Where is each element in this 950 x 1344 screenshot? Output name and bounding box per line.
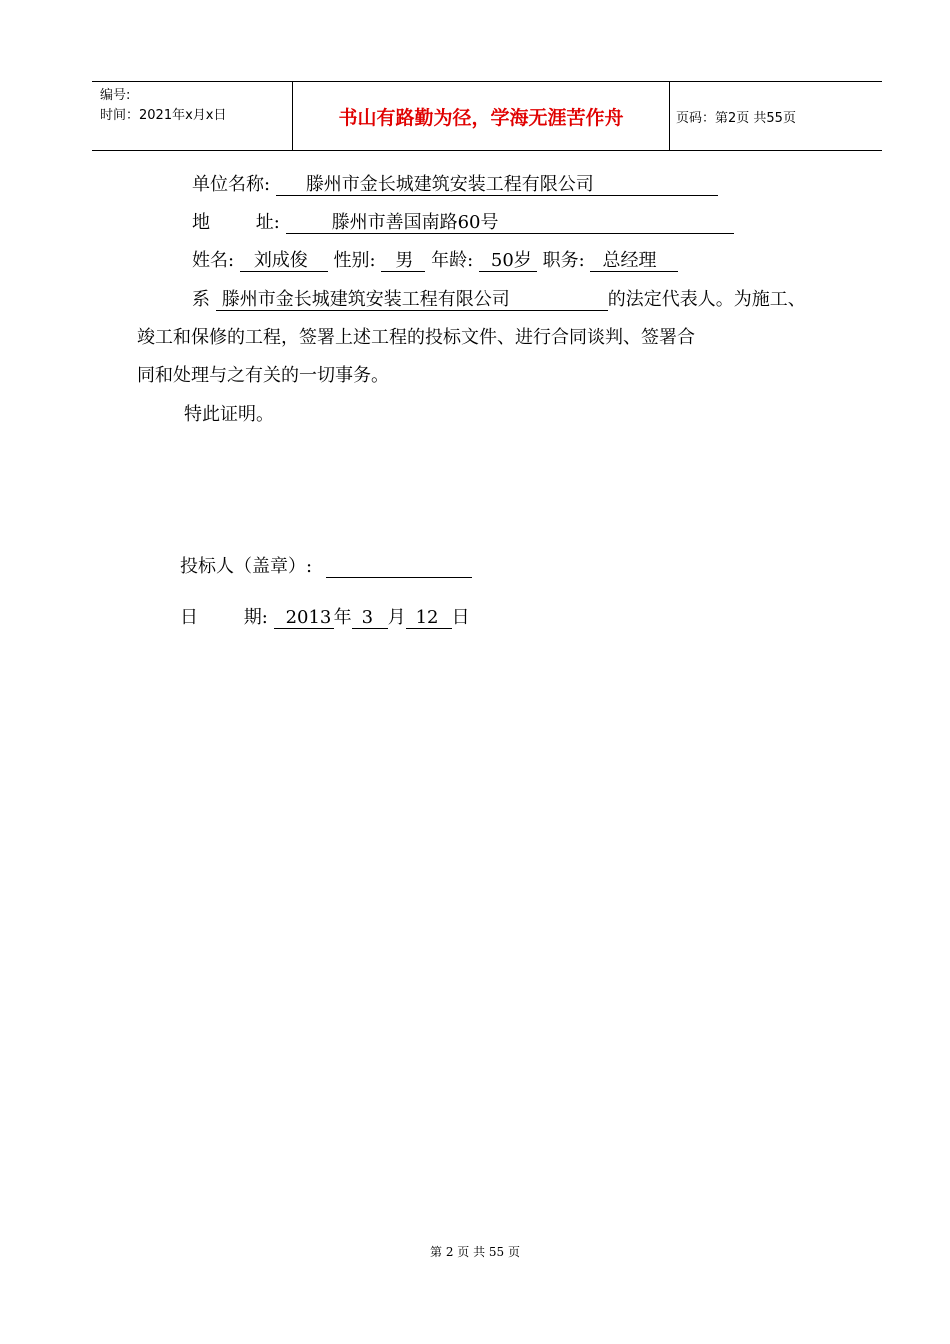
body-line-3: 同和处理与之有关的一切事务。	[137, 365, 389, 386]
address-label: 地 址:	[192, 212, 280, 233]
bidder-signature-line	[326, 556, 472, 578]
date-row	[180, 606, 470, 630]
date-month-unit: 月	[387, 607, 406, 628]
bidder-label: 投标人（盖章）:	[180, 556, 313, 577]
body-text-1: 的法定代表人。为施工、	[607, 289, 806, 310]
time-label: 时间：2021年x月x日	[100, 108, 227, 123]
name-value: 刘成俊	[240, 250, 328, 272]
address-row	[192, 211, 734, 235]
unit-label: 单位名称:	[192, 174, 271, 195]
date-month: 3	[352, 607, 388, 629]
unit-value: 滕州市金长城建筑安装工程有限公司	[276, 174, 718, 196]
number-label: 编号:	[100, 88, 131, 103]
gender-value: 男	[381, 250, 425, 272]
header-motto: 书山有路勤为径，学海无涯苦作舟	[292, 82, 670, 150]
bidder-row	[180, 555, 472, 579]
date-year-unit: 年	[333, 607, 352, 628]
body-prefix: 系	[192, 289, 210, 310]
date-day: 12	[406, 607, 452, 629]
age-label: 年龄:	[431, 250, 474, 271]
date-day-unit: 日	[451, 607, 470, 628]
date-label: 日 期:	[180, 607, 268, 628]
age-value: 50岁	[479, 250, 537, 272]
person-row	[192, 249, 678, 273]
page-footer: 第 2 页 共 55 页	[430, 1245, 520, 1259]
title-value: 总经理	[590, 250, 678, 272]
header-meta	[100, 86, 226, 126]
gender-label: 性别:	[333, 250, 376, 271]
page-header	[92, 81, 882, 151]
title-label: 职务:	[542, 250, 585, 271]
certify-text: 特此证明。	[184, 404, 274, 425]
body-line-2: 竣工和保修的工程，签署上述工程的投标文件、进行合同谈判、签署合	[137, 327, 695, 348]
body-line-1	[192, 288, 806, 312]
address-value: 滕州市善国南路60号	[286, 212, 734, 234]
unit-row	[192, 173, 718, 197]
name-label: 姓名:	[192, 250, 235, 271]
date-year: 2013	[274, 607, 334, 629]
header-page-info: 页码：第2页 共55页	[676, 111, 796, 126]
body-company: 滕州市金长城建筑安装工程有限公司	[216, 289, 608, 311]
